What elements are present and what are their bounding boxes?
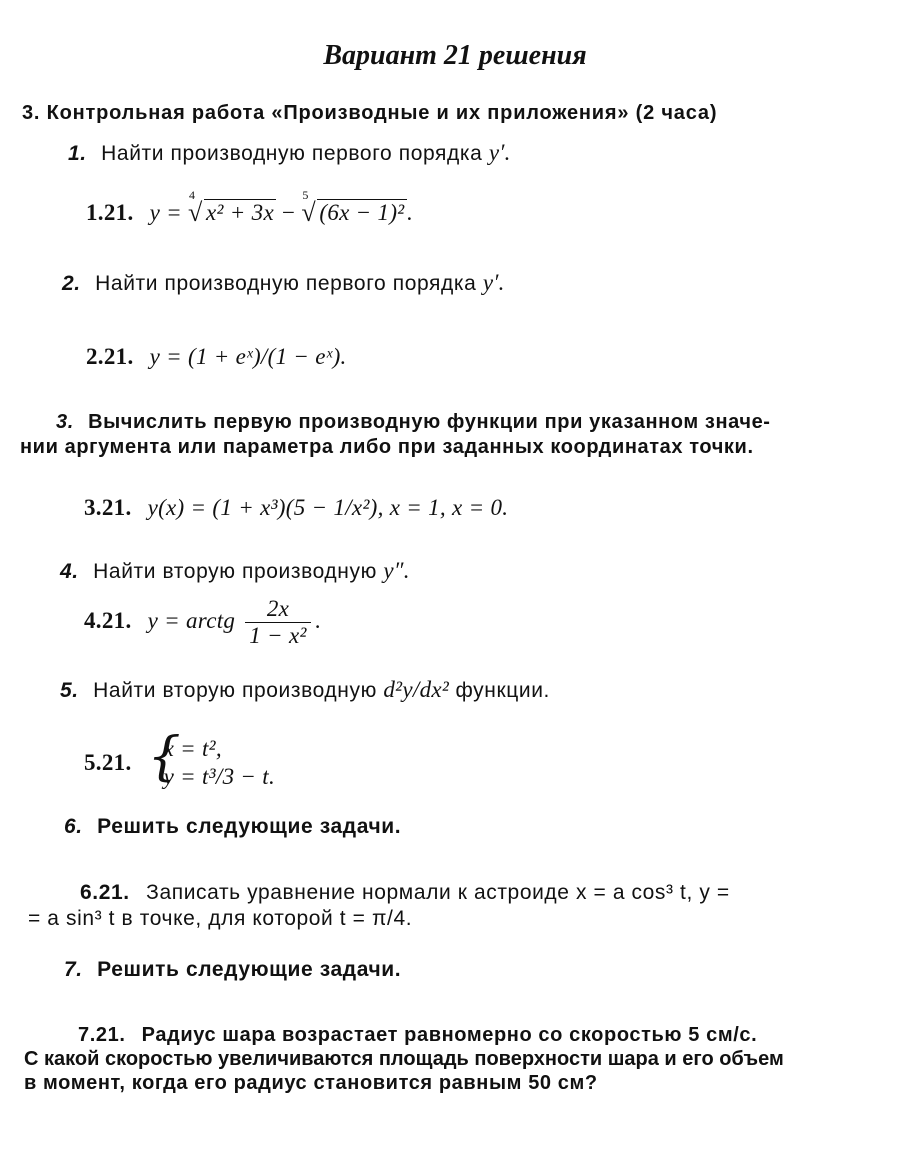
task-3-heading-line-2: нии аргумента или параметра либо при заданных координатах точки. — [20, 436, 754, 458]
task-2-text: Найти производную первого порядка — [95, 272, 477, 295]
header-number: 3. — [22, 102, 41, 124]
radical-sign-icon: √ — [301, 198, 316, 227]
problem-4-21-number: 4.21. — [84, 607, 132, 633]
problem-7-21-number: 7.21. — [78, 1024, 126, 1046]
problem-7-21-text-line-1: Радиус шара возрастает равномерно со скоростью 5 см/с. — [141, 1024, 758, 1046]
task-7-label: 7. — [64, 958, 83, 981]
task-6-heading — [64, 815, 401, 839]
task-2-var: y′. — [482, 270, 505, 295]
task-6-text: Решить следующие задачи. — [97, 815, 402, 838]
task-5-heading — [60, 677, 550, 703]
problem-1-21 — [86, 188, 413, 227]
fourth-root-body: x² + 3x — [206, 200, 274, 225]
fifth-root-body: (6x − 1)² — [319, 200, 405, 225]
equation-system — [147, 727, 276, 791]
problem-6-21-number: 6.21. — [80, 881, 130, 904]
problem-1-21-minus: − — [282, 200, 296, 225]
task-7-heading — [64, 958, 401, 982]
fraction-denominator: 1 − x² — [249, 623, 307, 648]
fraction — [245, 596, 310, 649]
problem-3-21 — [84, 495, 508, 521]
fifth-root-index: 5 — [302, 188, 309, 202]
task-3-label: 3. — [56, 411, 74, 433]
task-4-text: Найти вторую производную — [93, 560, 377, 583]
fourth-root-index: 4 — [189, 188, 196, 202]
problem-2-21 — [86, 344, 347, 370]
task-6-label: 6. — [64, 815, 83, 838]
problem-5-21-number: 5.21. — [84, 750, 132, 775]
task-4-var: y″. — [383, 558, 410, 583]
problem-1-21-number: 1.21. — [86, 200, 134, 225]
task-5-text-2: функции. — [455, 679, 550, 702]
task-5-var: d²y/dx² — [383, 677, 450, 702]
task-2-heading — [62, 270, 505, 296]
problem-6-21-text-line-1: Записать уравнение нормали к астроиде x = a cos³ t, y = — [146, 881, 730, 904]
page-title: Вариант 21 решения — [323, 40, 587, 71]
problem-6-21-line-1 — [80, 881, 730, 905]
task-7-text: Решить следующие задачи. — [97, 958, 402, 981]
problem-1-21-end: . — [406, 200, 413, 225]
radical-sign-icon: √ — [188, 198, 203, 227]
brace-icon: { — [147, 727, 181, 787]
problem-3-21-number: 3.21. — [84, 495, 132, 520]
fifth-root — [301, 188, 406, 227]
task-4-heading — [60, 558, 410, 584]
problem-6-21-line-2: = a sin³ t в точке, для которой t = π/4. — [28, 907, 413, 930]
task-3-heading-line-1 — [56, 411, 771, 434]
header-text: Контрольная работа «Производные и их приложения» (2 часа) — [46, 102, 718, 124]
task-5-text: Найти вторую производную — [93, 679, 377, 702]
task-5-label: 5. — [60, 679, 79, 702]
problem-7-21-line-3: в момент, когда его радиус становится равным 50 см? — [24, 1072, 598, 1094]
task-1-var: y′. — [488, 140, 511, 165]
system-row-2: y = t³/3 − t. — [163, 764, 276, 789]
fourth-root — [188, 188, 276, 227]
fraction-numerator: 2x — [245, 596, 310, 623]
task-4-label: 4. — [60, 560, 79, 583]
system-row-1: x = t², — [163, 736, 222, 761]
task-2-label: 2. — [62, 272, 81, 295]
problem-7-21-line-2: С какой скоростью увеличиваются площадь поверхности шара и его объем — [24, 1048, 784, 1070]
test-header — [22, 102, 717, 125]
problem-5-21 — [84, 727, 276, 791]
task-1-label: 1. — [68, 142, 87, 165]
problem-7-21-line-1 — [78, 1024, 757, 1047]
task-1-text: Найти производную первого порядка — [101, 142, 483, 165]
problem-4-21-end: . — [314, 607, 321, 633]
problem-4-21-lhs: y = arctg — [147, 607, 236, 633]
problem-1-21-lhs: y = — [149, 200, 182, 225]
task-3-text-line-1: Вычислить первую производную функции при указанном значе- — [88, 411, 771, 433]
problem-4-21 — [84, 596, 321, 649]
problem-3-21-expression: y(x) = (1 + x³)(5 − 1/x²), x = 1, x = 0. — [147, 495, 509, 520]
problem-2-21-number: 2.21. — [86, 344, 134, 369]
problem-2-21-expression: y = (1 + eˣ)/(1 − eˣ). — [149, 344, 347, 369]
task-1-heading — [68, 140, 511, 166]
